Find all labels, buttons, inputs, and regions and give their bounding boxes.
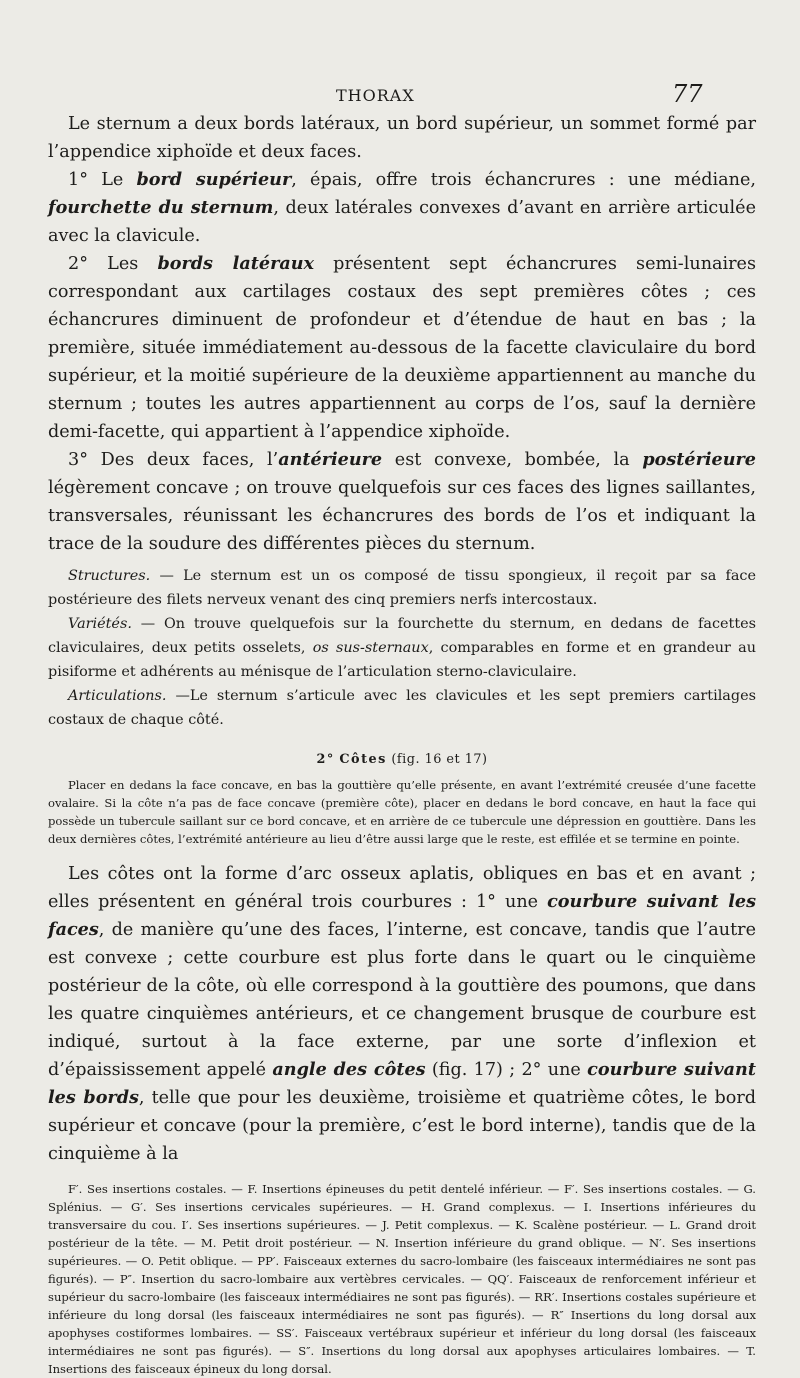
intro-paragraph: [48, 110, 756, 166]
varietes-text-b: , comparables en forme et en grandeur au pisiforme et adhérents au ménisque de l’articulation sterno-claviculaire.: [48, 640, 756, 680]
ribs-term-1: courbure suivant les faces: [48, 891, 756, 940]
structures-label: Structures.: [68, 568, 151, 584]
item-2-text: présentent sept échancrures semi-lunaires correspondant aux cartilages costaux des sept premières côtes ; ces échancrures diminuent de profondeur et d’étendue de haut en bas ; la première, située immédiatement au-dessous de la facette claviculaire du bord supérieur, et la moitié supérieure de la deuxième appartiennent au manche du sternum ; toutes les autres appartiennent au corps de l’os, sauf la dernière demi-facette, qui appartient à l’appendice xiphoïde.: [48, 254, 756, 442]
item-1-text-b: , deux latérales convexes d’avant en arrière articulée avec la clavicule.: [48, 198, 756, 246]
running-head: THORAX: [336, 86, 415, 105]
item-3-paragraph: [48, 446, 756, 558]
varietes-paragraph: [48, 612, 756, 684]
articulations-text: —Le sternum s’articule avec les clavicules et les sept premiers cartilages costaux de chaque côté.: [48, 688, 756, 728]
section-figure-ref: (fig. 16 et 17): [386, 752, 488, 767]
section-title: Côtes: [339, 752, 387, 767]
figure-caption: [48, 1180, 756, 1378]
small-notes: [48, 564, 756, 732]
item-2-paragraph: [48, 250, 756, 446]
caption-paragraph: F′. Ses insertions costales. — F. Insertions épineuses du petit dentelé inférieur. — F′. Ses insertions costales. — G. Splénius. — G′. Ses insertions cervicales supérieures. — H. Grand complexus. — I. Insertions inférieures du transversaire du cou. I′. Ses insertions supérieures. — J. Petit complexus. — K. Scalène postérieur. — L. Grand droit postérieur de la tête. — M. Petit droit postérieur. — N. Insertion inférieure du grand oblique. — N′. Ses insertions supérieures. — O. Petit oblique. — PP′. Faisceaux externes du sacro-lombaire (les faisceaux intermédiaires ne sont pas figurés). — P″. Insertion du sacro-lombaire aux vertèbres cervicales. — QQ′. Faisceaux de renforcement inférieur et supérieur du sacro-lombaire (les faisceaux intermédiaires ne sont pas figurés). — RR′. Insertions costales supérieure et inférieure du long dorsal (les faisceaux intermédiaires ne sont pas figurés). — R″ Insertions du long dorsal aux apophyses costiformes lombaires. — SS′. Faisceaux vertébraux supérieur et inférieur du long dorsal (les faisceaux intermédiaires ne sont pas figurés). — S″. Insertions du long dorsal aux apophyses articulaires lombaires. — T. Insertions des faisceaux épineux du long dorsal.: [48, 1182, 756, 1376]
item-1-number: 1° Le: [68, 170, 137, 190]
placement-paragraph: Placer en dedans la face concave, en bas la gouttière qu’elle présente, en avant l’extrémité creusée d’une facette ovalaire. Si la côte n’a pas de face concave (première côte), placer en dedans le bord concave, en haut la face qui possède un tubercule saillant sur ce bord concave, et en arrière de ce tubercule une dépression en gouttière. Dans les deux dernières côtes, l’extrémité antérieure au lieu d’être aussi large que le reste, est effilée et se termine en pointe.: [48, 778, 756, 846]
intro-text: Le sternum a deux bords latéraux, un bord supérieur, un sommet formé par l’appendice xiphoïde et deux faces.: [48, 114, 756, 162]
ribs-term-3: courbure suivant les bords: [48, 1059, 756, 1108]
page-number: 77: [672, 80, 703, 108]
item-1-term-2: fourchette du sternum: [48, 197, 274, 218]
ribs-text-4: , telle que pour les deuxième, troisième et quatrième côtes, le bord supérieur et concave (pour la première, c’est le bord interne), tandis que de la cinquième à la: [48, 1088, 756, 1164]
item-3-number: 3° Des deux faces, l’: [68, 450, 279, 470]
item-3-term-2: postérieure: [642, 449, 756, 470]
section-number: 2°: [316, 752, 335, 767]
item-2-number: 2° Les: [68, 254, 158, 274]
articulations-paragraph: [48, 684, 756, 732]
varietes-label: Variétés.: [68, 616, 132, 632]
ribs-text-2: , de manière qu’une des faces, l’interne, est concave, tandis que l’autre est convexe ; cette courbure est plus forte dans le quart ou le cinquième postérieur de la côte, où elle correspond à la gouttière des poumons, que dans les quatre cinquièmes antérieurs, et ce changement brusque de courbure est indiqué, surtout à la face externe, par une sorte d’inflexion et d’épaississement appelé: [48, 920, 756, 1080]
ribs-text-1: Les côtes ont la forme d’arc osseux aplatis, obliques en bas et en avant ; elles présentent en général trois courbures : 1° une: [48, 864, 756, 912]
structures-text: — Le sternum est un os composé de tissu spongieux, il reçoit par sa face postérieure des filets nerveux venant des cinq premiers nerfs intercostaux.: [48, 568, 756, 608]
item-3-text-b: légèrement concave ; on trouve quelquefois sur ces faces des lignes saillantes, transversales, réunissant les échancrures des bords de l’os et indiquant la trace de la soudure des différentes pièces du sternum.: [48, 478, 756, 554]
ribs-term-2: angle des côtes: [272, 1059, 426, 1080]
main-text: [48, 110, 756, 1378]
structures-paragraph: [48, 564, 756, 612]
ribs-paragraph: [48, 860, 756, 1168]
ribs-text-3: (fig. 17) ; 2° une: [425, 1060, 588, 1080]
varietes-term: os sus-sternaux: [312, 640, 429, 656]
varietes-text-a: — On trouve quelquefois sur la fourchette du sternum, en dedans de facettes claviculaires, deux petits osselets,: [48, 616, 756, 656]
item-3-text-a: est convexe, bombée, la: [382, 450, 643, 470]
articulations-label: Articulations.: [68, 688, 167, 704]
placement-note: [48, 776, 756, 848]
item-1-text-a: , épais, offre trois échancrures : une médiane,: [291, 170, 756, 190]
page-header: [0, 82, 800, 112]
item-3-term: antérieure: [278, 449, 383, 470]
section-heading-cotes: [48, 746, 756, 774]
item-2-term: bords latéraux: [157, 253, 315, 274]
item-1-paragraph: [48, 166, 756, 250]
item-1-term: bord supérieur: [136, 169, 292, 190]
